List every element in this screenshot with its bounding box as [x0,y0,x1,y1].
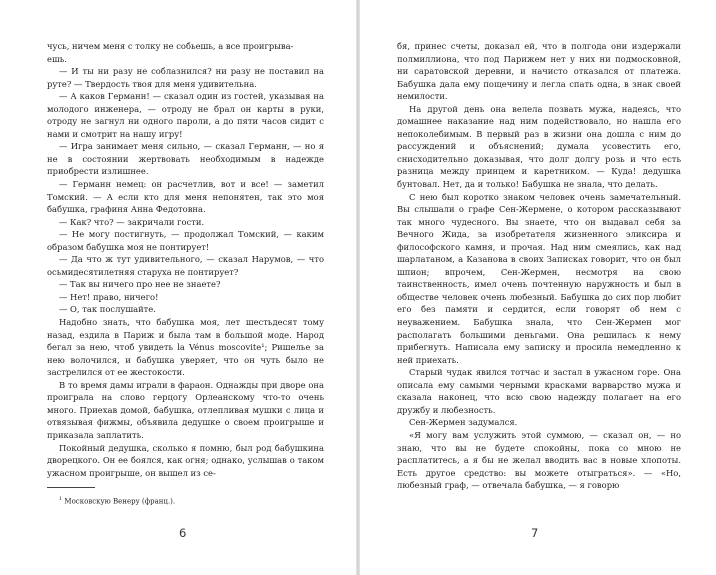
paragraph: бя, принес счеты, доказал ей, что в полгода они издержали полмиллиона, что под Парижем нет у них ни подмосковной, ни саратовской деревни, и начисто отказался от платежа. Бабушка дала ему пощечину и легла спать одна, в знак своей немилости. [397,41,681,102]
paragraph: В то время дамы играли в фараон. Однажды при дворе она проиграла на слово герцогу Орлеанскому что-то очень много. Приехав домой, бабушка, отлепливая мушки с лица и отвязывая фижмы, объявила дедушке о своем проигрыше и приказала заплатить. [47,379,324,440]
paragraph-text: — И ты ни разу не соблазнился? ни разу не поставил на руте? — Твердость твоя для меня удивительна. [47,66,324,89]
paragraph: С нею был коротко знаком человек очень замечательный. Вы слышали о графе Сен-Жермене, о котором рассказывают так много чудесного. Вы знаете, что он выдавал себя за Вечного Жида, за изобретателя жизненного эликсира и философского камня, и прочая. Над ним смеялись, как над шарлатаном, а Казанова в своих Записках говорит, что он был шпион; впрочем, Сен-Жермен, несмотря на свою таинственность, имел очень почтенную наружность и был в обществе человек очень любезный. Бабушка до сих пор любит его без памяти и сердится, если говорят об нем с неуважением. Бабушка знала, что Сен-Жермен мог располагать большими деньгами. Она решилась к нему прибегнуть. Написала ему записку и просила немедленно к ней приехать. [397,191,681,365]
paragraph: Старый чудак явился тотчас и застал в ужасном горе. Она описала ему самыми черными красками варварство мужа и сказала наконец, что всю свою надежду полагает на его дружбу и любезность. [397,367,681,415]
footnote-divider [47,487,95,488]
paragraph: — Нет! право, ничего! [59,291,159,302]
left-page-text [47,40,324,506]
footnote-mark: 1 [59,496,63,503]
paragraph: Покойный дедушка, сколько я помню, был род бабушкина дворецкого. Он ее боялся, как огня; однако, услышав о таком ужасном проигрыше, он вышел из се- [47,442,324,478]
paragraph: — О, так послушайте. [59,304,156,315]
book-gutter [356,0,360,575]
paragraph: чусь, ничем меня с толку не собьешь, а все проигрыва- [47,41,294,51]
paragraph [47,65,324,90]
paragraph: «Я могу вам услужить этой суммою, — сказал он, — но знаю, что вы не будете спокойны, пока со мною не расплатитесь, а я бы не желал вводить вас в новые хлопоты. Есть другое средство: вы можете отыграться». — «Но, любезный граф, — отвечала бабушка, — я говорю [397,429,681,491]
paragraph: — Как? что? — закричали гости. [59,216,205,227]
page-number-right: 7 [531,526,539,540]
paragraph: — Не могу постигнуть, — продолжал Томский, — каким образом бабушка моя не понтирует! [47,229,324,252]
paragraph: Сен-Жермен задумался. [409,417,518,428]
paragraph: — Германн немец: он расчетлив, вот и все! — заметил Томский. — А если кто для меня непонятен, так это моя бабушка, графиня Анна Федотовна. [47,179,324,215]
paragraph: — Так вы ничего про нее не знаете? [59,279,221,290]
paragraph: — Да что ж тут удивительного, — сказал Нарумов, — что осьмидесятилетняя старуха не понтирует? [47,254,324,277]
paragraph: Надобно знать, что бабушка моя, лет шестьдесят тому назад, ездила в Париж и была там в большой моде. Народ бегал за нею, чтоб увидеть la Vénus moscovite¹; Ришелье за нею волочился, и бабушка уверяет, что он чуть было не застрелился от ее жестокости. [47,317,324,378]
footnote-text: Московскую Венеру (франц.). [64,497,176,506]
paragraph: — А каков Германн! — сказал один из гостей, указывая на молодого инженера, — отроду не брал он карты в руки, отроду не загнул ни одного пароли, а до пяти часов сидит с нами и смотрит на нашу игру! [47,91,324,139]
paragraph: ешь. [47,53,67,64]
page-number-left: 6 [179,526,187,540]
paragraph: — Игра занимает меня сильно, — сказал Германн, — но я не в состоянии жертвовать необходимым в надежде приобрести излишнее. [47,141,324,177]
footnote [47,495,324,506]
right-page-text [397,40,681,492]
paragraph: На другой день она велела позвать мужа, надеясь, что домашнее наказание над ним подействовало, но нашла его непоколебимым. В первый раз в жизни она дошла с ним до рассуждений и объяснений; думала усовестить его, снисходительно доказывая, что долг долгу розь и что есть разница между принцем и каретником. — Куда! дедушка бунтовал. Нет, да и только! Бабушка не знала, что делать. [397,103,681,190]
